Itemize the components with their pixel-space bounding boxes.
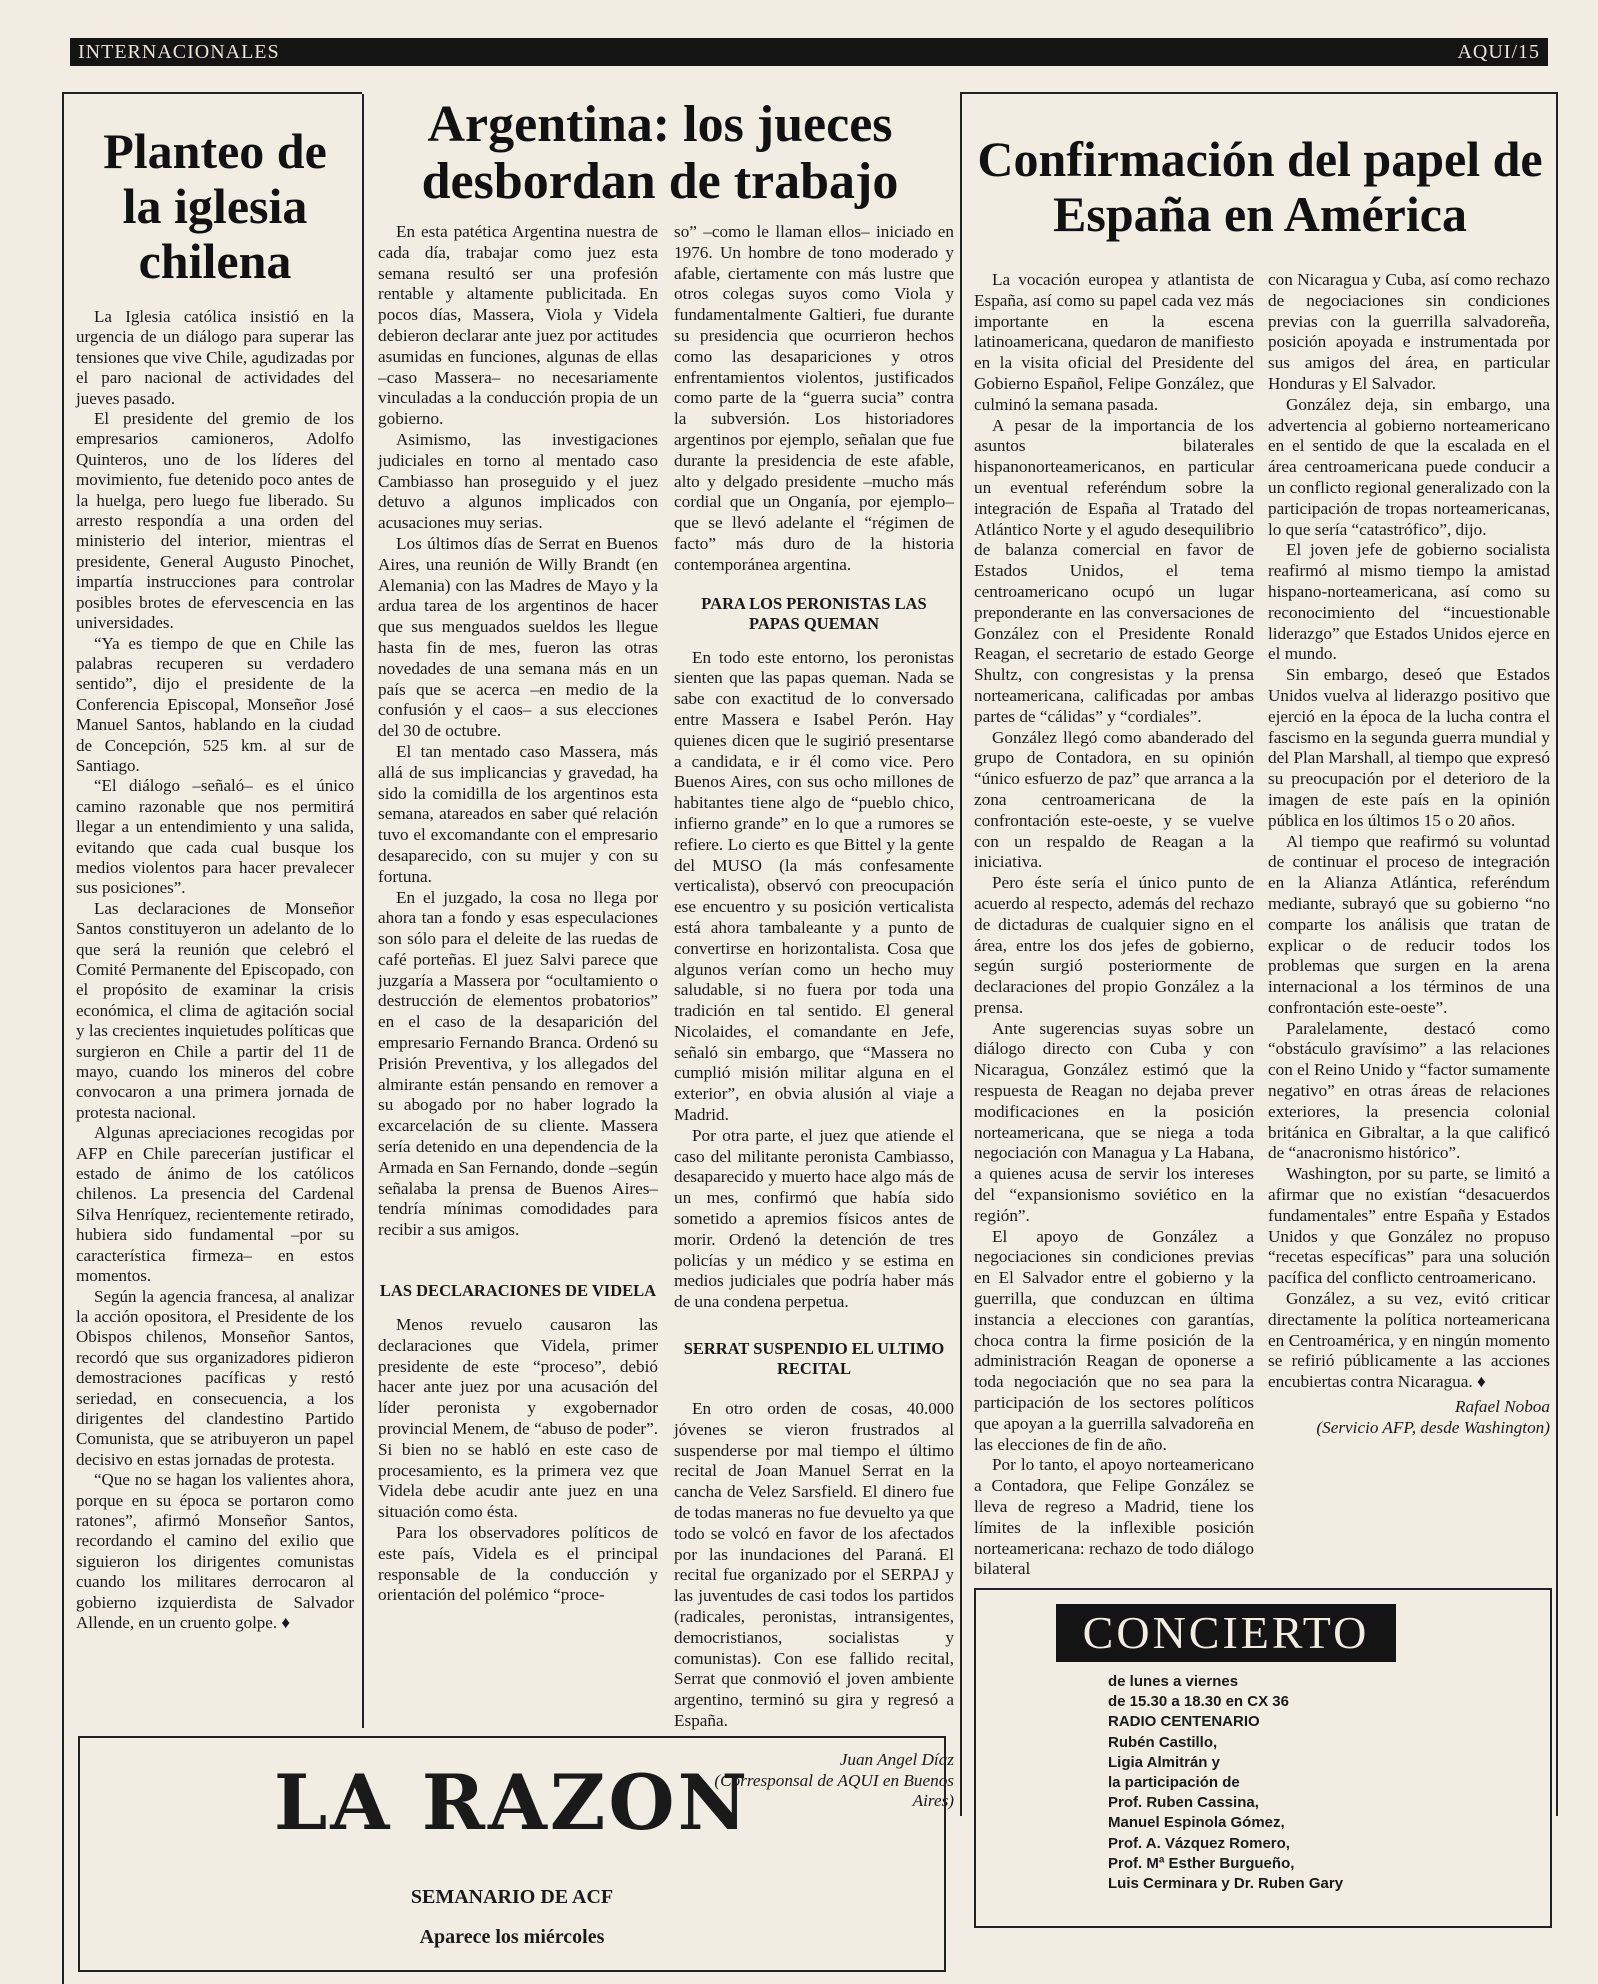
paragraph: Washington, por su parte, se limitó a afirmar que no existían “desacuerdos fundamentales” entre España y Estados Unidos y que González no propuso “recetas específicas” para una solución pacífica del conflicto centroamericano. bbox=[1268, 1164, 1550, 1288]
la-razon-logo: LA RAZON bbox=[273, 1758, 751, 1847]
concierto-line: Prof. A. Vázquez Romero, bbox=[1108, 1834, 1290, 1852]
author-affiliation: (Servicio AFP, desde Washington) bbox=[1316, 1417, 1550, 1437]
la-razon-subtitle: SEMANARIO DE ACF bbox=[410, 1886, 614, 1908]
column-rule-2 bbox=[960, 94, 962, 1816]
paragraph: Según la agencia francesa, al analizar la acción opositora, el Presidente de los Obispos chilenos, Monseñor Santos, recordó que sus organizadores pidieron demostraciones pacíficas y restó seriedad, en consecuencia, a los dirigentes del clandestino Partido Comunista, que se atribuyeron un papel decisivo en estas jornadas de protesta. bbox=[76, 1286, 354, 1469]
subheading-peronistas: PARA LOS PERONISTAS LAS PAPAS QUEMAN bbox=[701, 593, 927, 633]
concierto-line: de 15.30 a 18.30 en CX 36 bbox=[1108, 1693, 1289, 1711]
paragraph: con Nicaragua y Cuba, así como rechazo de negociaciones sin condiciones previas con la guerrilla salvadoreña, posición apoyada e instrumentada por sus amigos del área, en particular Honduras y El Salvador. bbox=[1268, 270, 1550, 393]
paragraph: A pesar de la importancia de los asuntos bilaterales hispanonorteamericanos, en particular un eventual referéndum sobre la integración de España al Tratado del Atlántico Norte y el agudo desequilibrio de balanza comercial en favor de Estados Unidos, el tema centroamericano ocupó un lugar preponderante en las conversaciones de González con el Presidente Ronald Reagan, el secretario de estado George Shultz, con congresistas y la prensa norteamericana, calificadas por ambas partes de “cálidas” y “cordiales”. bbox=[974, 415, 1254, 726]
article1-headline: Planteo de la iglesia chilena bbox=[103, 123, 327, 289]
author-name: Rafael Noboa bbox=[1454, 1397, 1550, 1417]
page-number: AQUI/15 bbox=[1457, 41, 1540, 63]
top-rule-left bbox=[62, 92, 362, 94]
section-header-bar bbox=[70, 38, 1548, 66]
paragraph: Al tiempo que reafirmó su voluntad de continuar el proceso de integración en la Alianza Atlántica, referéndum mediante, subrayó que su gobierno “no comparte los análisis que tratan de explicar o de reducir todos los problemas que surgen en la arena internacional a los términos de una confrontación este-oeste”. bbox=[1268, 831, 1550, 1017]
concierto-line: Luis Cerminara y Dr. Ruben Gary bbox=[1108, 1875, 1344, 1893]
concierto-line: Rubén Castillo, bbox=[1108, 1733, 1218, 1751]
la-razon-ad bbox=[78, 1736, 946, 1972]
paragraph: En esta patética Argentina nuestra de cada día, trabajar como juez esta semana resultó ser una profesión rentable y altamente publicitada. En pocos días, Massera, Viola y Videla debieron declarar ante juez por actitudes asumidas en funciones, algunas de ellas –caso Massera– no necesariamente vinculadas a la conducción propia de un gobierno. bbox=[378, 222, 658, 429]
top-rule-right bbox=[960, 92, 1558, 94]
paragraph: El tan mentado caso Massera, más allá de sus implicancias y gravedad, ha sido la comidilla de los argentinos esta semana, atareados en saber qué relación tuvo el excomandante con el empresario desaparecido, con su mujer y con su fortuna. bbox=[378, 741, 658, 886]
paragraph: El joven jefe de gobierno socialista reafirmó al mismo tiempo la amistad hispano-norteamericana, así como su reconocimiento del “incuestionable liderazgo” que Estados Unidos ejerce en el mundo. bbox=[1268, 540, 1550, 664]
paragraph: En otro orden de cosas, 40.000 jóvenes se vieron frustrados al suspenderse por mal tiempo el último recital de Joan Manuel Serrat en la cancha de Velez Sarsfield. El dinero fue de todas maneras no fue devuelto ya que todo se volcó en favor de los afectados por las inundaciones del Paraná. El recital fue organizado por el SERPAJ y las juventudes de casi todos los partidos (radicales, peronistas, intransigentes, democristianos, socialistas y comunistas). Con ese fallido recital, Serrat que conmovió el joven ambiente argentino, terminó su gira y regresó a España. bbox=[674, 1399, 954, 1730]
article3-column-2 bbox=[1268, 270, 1550, 1439]
paragraph: Sin embargo, deseó que Estados Unidos vuelva al liderazgo positivo que ejerció en la época de la lucha contra el fascismo en la segunda guerra mundial y del Plan Marshall, al tiempo que expresó su preocupación por el deterioro de la imagen de este país en la opinión pública en los últimos 15 o 20 años. bbox=[1268, 665, 1550, 830]
paragraph: Los últimos días de Serrat en Buenos Aires, una reunión de Willy Brandt (en Alemania) con las Madres de Mayo y la ardua tarea de los argentinos de hacer que sus menguados sueldos les llegue hasta fin de mes, fueron las otras novedades de una semana más en un país que se acerca –en medio de la confusión y el caos– a sus elecciones del 30 de octubre. bbox=[378, 533, 658, 741]
concierto-line: Prof. Ruben Cassina, bbox=[1108, 1794, 1259, 1812]
paragraph: Por otra parte, el juez que atiende el caso del militante peronista Cambiasso, desaparecido y muerto hace algo más de un mes, confirmó que había sido sometido a apremios físicos antes de morir. Ordenó la detención de tres policías y un médico y se estima en medios judiciales que podría haber más de una condena perpetua. bbox=[674, 1125, 954, 1312]
article2-column-1 bbox=[378, 222, 658, 1606]
article1-body bbox=[76, 307, 354, 1633]
la-razon-schedule: Aparece los miércoles bbox=[419, 1926, 605, 1948]
paragraph: Pero éste sería el único punto de acuerdo al respecto, además del rechazo de dictaduras de cualquier signo en el área, entre los dos jefes de gobierno, según surgió posteriormente de declaraciones del propio González a la prensa. bbox=[974, 873, 1254, 1017]
subheading-videla: LAS DECLARACIONES DE VIDELA bbox=[379, 1281, 657, 1301]
paragraph: “Que no se hagan los valientes ahora, porque en su época se portaron como ratones”, afirmó Monseñor Santos, recordando el camino del exilio que siguieron los dirigentes comunistas cuando los militares derrocaron al gobierno izquierdista de Salvador Allende, en un cruento golpe. ♦ bbox=[76, 1470, 354, 1632]
article2-column-2 bbox=[674, 222, 954, 1812]
paragraph: Asimismo, las investigaciones judiciales en torno al mentado caso Cambiasso han proseguido y el juez detuvo a algunos implicados con acusaciones muy serias. bbox=[378, 429, 658, 533]
article3-column-1 bbox=[974, 270, 1254, 1580]
article2-headline: Argentina: los jueces desbordan de trabajo bbox=[421, 96, 899, 211]
paragraph: Menos revuelo causaron las declaraciones que Videla, primer presidente de este “proceso”, debió hacer ante juez por una acusación del líder peronista y exgobernador provincial Menem, de “abuso de poder”. Si bien no se habló en este caso de procesamiento, es la primera vez que Videla debe acudir ante juez en una situación como ésta. bbox=[378, 1315, 658, 1522]
paragraph: “Ya es tiempo de que en Chile las palabras recuperen su verdadero sentido”, dijo el presidente de la Conferencia Episcopal, Monseñor José Manuel Santos, hablando en la ciudad de Concepción, 525 km. al sur de Santiago. bbox=[76, 633, 354, 775]
paragraph: Por lo tanto, el apoyo norteamericano a Contadora, que Felipe González se lleva de regreso a Madrid, tiene los límites de la inflexible posición norteamericana: rechazo de todo diálogo bilateral bbox=[974, 1455, 1254, 1579]
paragraph: La vocación europea y atlantista de España, así como su papel cada vez más importante en la escena latinoamericana, quedaron de manifiesto en la visita oficial del Presidente del Gobierno Español, Felipe González, que culminó la semana pasada. bbox=[974, 270, 1254, 414]
paragraph: Las declaraciones de Monseñor Santos constituyeron un adelanto de lo que será la reunión que celebró el Comité Permanente del Episcopado, con el propósito de examinar la crisis económica, el clima de agitación social y las crecientes inquietudes políticas que surgieron en Chile a partir del 11 de mayo, cuando los mineros del cobre convocaron a una primera jornada de protesta nacional. bbox=[76, 898, 354, 1122]
concierto-line: RADIO CENTENARIO bbox=[1108, 1713, 1260, 1731]
concierto-line: Manuel Espinola Gómez, bbox=[1108, 1814, 1285, 1832]
article3-headline: Confirmación del papel de España en América bbox=[977, 131, 1543, 242]
author-name: Juan Angel Díaz bbox=[839, 1749, 954, 1769]
paragraph: Ante sugerencias suyas sobre un diálogo directo con Cuba y con Nicaragua, González estimó que la respuesta de Reagan no dejaba prever modificaciones en la posición norteamericana, que se niega a toda negociación con Managua y La Habana, a quienes acusa de servir los intereses del “expansionismo soviético en la región”. bbox=[974, 1018, 1254, 1225]
column-rule-1 bbox=[362, 94, 364, 1728]
concierto-details bbox=[1108, 1672, 1343, 1894]
left-border-rule bbox=[62, 94, 64, 1984]
right-border-rule bbox=[1556, 94, 1558, 1816]
concierto-line: Prof. Mª Esther Burgueño, bbox=[1108, 1854, 1295, 1872]
paragraph: En todo este entorno, los peronistas sienten que las papas queman. Nada se sabe con exactitud de lo conversado entre Massera e Isabel Perón. Hay quienes dicen que le sugirió presentarse a candidata, e ir él como vice. Pero Buenos Aires, con sus ocho millones de habitantes tiene algo de “pueblo chico, infierno grande” en lo que a rumores se refiere. Lo cierto es que Bittel y la gente del MUSO (la más confesamente verticalista), observó con preocupación ese encuentro y su posición verticalista está ahora tambaleante y a punto de convertirse en horizontalista. Cosa que algunos verían como un hecho muy saludable, si no fuera por toda una tradición en tal sentido. El general Nicolaides, el comandante en Jefe, señaló sin embargo, que “Massera no cumplió misión militar alguna en el exterior”, en obvia alusión al viaje a Madrid. bbox=[674, 647, 954, 1125]
paragraph: González llegó como abanderado del grupo de Contadora, en su opinión “único esfuerzo de paz” que arranca a la zona centroamericana de la confrontación este-oeste, y se vuelve con un respaldo de Reagan a la iniciativa. bbox=[974, 727, 1254, 872]
paragraph: González deja, sin embargo, una advertencia al gobierno norteamericano en el sentido de que la escalada en el área centroamericana puede conducir a un conflicto regional generalizado con la participación de tropas norteamericanas, lo que sería “catastrófico”, dijo. bbox=[1268, 394, 1550, 539]
author-affiliation: (Corresponsal de AQUI en Buenos Aires) bbox=[714, 1770, 954, 1811]
concierto-line: de lunes a viernes bbox=[1108, 1673, 1239, 1690]
subheading-serrat: SERRAT SUSPENDIO EL ULTIMO RECITAL bbox=[683, 1339, 945, 1379]
concierto-ad bbox=[974, 1588, 1552, 1928]
concierto-banner: CONCIERTO bbox=[1056, 1604, 1396, 1662]
paragraph: La Iglesia católica insistió en la urgencia de un diálogo para superar las tensiones que vive Chile, agudizadas por el paro nacional de actividades del jueves pasado. bbox=[76, 307, 354, 408]
paragraph: En el juzgado, la cosa no llega por ahora tan a fondo y esas especulaciones son sólo para el deleite de las ruedas de café porteñas. El juez Salvi parece que juzgaría a Massera por “ocultamiento o destrucción de elementos probatorios” en el caso de la desaparición del empresario Fernando Branca. Ordenó su Prisión Preventiva, y los allegados del almirante están pensando en remover a su abogado por no haber logrado la excarcelación de su cliente. Massera sería detenido en una dependencia de la Armada en San Fernando, donde –según señalaba la prensa de Buenos Aires– tendría mínimas comodidades para recibir a sus amigos. bbox=[378, 887, 658, 1240]
paragraph: Algunas apreciaciones recogidas por AFP en Chile parecerían justificar el estado de ánimo de los católicos chilenos. La presencia del Cardenal Silva Henríquez, recientemente retirado, hubiera sido fundamental –por su característica firmeza– en estos momentos. bbox=[76, 1123, 354, 1286]
section-name: INTERNACIONALES bbox=[78, 41, 280, 63]
concierto-line: la participación de bbox=[1108, 1774, 1240, 1792]
concierto-line: Ligia Almitrán y bbox=[1108, 1753, 1220, 1771]
paragraph: “El diálogo –señaló– es el único camino razonable que nos permitirá llegar a un entendimiento y una salida, evitando que cada cual busque los medios violentos para hacer prevalecer sus posiciones”. bbox=[76, 776, 354, 898]
paragraph: González, a su vez, evitó criticar directamente la política norteamericana en Centroamérica, y en ningún momento se refirió públicamente a las acciones encubiertas contra Nicaragua. ♦ bbox=[1268, 1289, 1550, 1392]
paragraph: El apoyo de González a negociaciones sin condiciones previas en El Salvador entre el gobierno y la guerrilla, que conduzcan en última instancia a elecciones con garantías, choca contra la firme posición de la administración Reagan de oponerse a toda negociación que no sea para la participación de los sectores políticos que apoyan a la guerrilla salvadoreña en las elecciones de fin de año. bbox=[974, 1226, 1254, 1454]
paragraph: Paralelamente, destacó como “obstáculo gravísimo” a las relaciones con el Reino Unido y “factor sumamente negativo” en otras áreas de relaciones exteriores, la presencia colonial británica en Gibraltar, a la que calificó de “anacronismo histórico”. bbox=[1268, 1018, 1550, 1163]
paragraph: El presidente del gremio de los empresarios camioneros, Adolfo Quinteros, uno de los líderes del movimiento, fue detenido poco antes de la huelga, pero luego fue liberado. Su arresto respondía a una orden del ministerio del interior, mientras el presidente, General Augusto Pinochet, impartía instrucciones para controlar posibles brotes de efervescencia en las universidades. bbox=[76, 409, 354, 633]
paragraph: so” –como le llaman ellos– iniciado en 1976. Un hombre de tono moderado y afable, ciertamente con más lustre que otros colegas suyos como Viola y fundamentalmente Galtieri, fue durante su presidencia que ocurrieron hechos como las desapariciones y otros enfrentamientos violentos, justificados como parte de la “guerra sucia” contra la subversión. Los historiadores argentinos por ejemplo, señalan que fue durante la presidencia de este afable, alto y delgado presidente –mucho más cordial que un Onganía, por ejemplo– que se llevó adelante el “régimen de facto” más duro de la historia contemporánea argentina. bbox=[674, 222, 954, 574]
paragraph: Para los observadores políticos de este país, Videla es el principal responsable de la conducción y orientación del polémico “proce- bbox=[378, 1523, 658, 1605]
